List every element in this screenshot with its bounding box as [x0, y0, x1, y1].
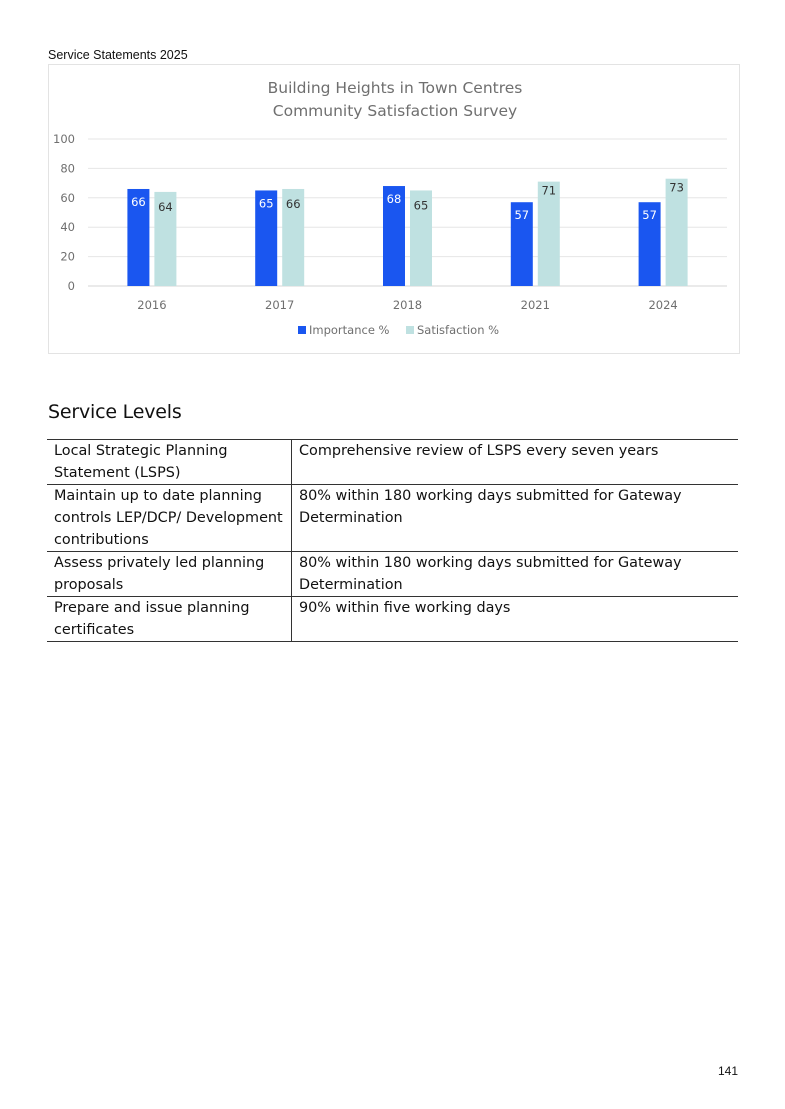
data-label: 57 — [642, 208, 657, 223]
legend-label: Importance % — [309, 323, 390, 337]
service-item-cell: Prepare and issue planning certificates — [47, 597, 292, 642]
x-tick-label: 2021 — [520, 298, 550, 312]
legend-swatch — [406, 326, 414, 334]
legend-label: Satisfaction % — [417, 323, 500, 337]
y-tick-label: 0 — [67, 279, 75, 293]
y-tick-label: 100 — [53, 132, 75, 146]
x-tick-label: 2017 — [265, 298, 295, 312]
data-label: 65 — [258, 196, 274, 211]
data-label: 64 — [158, 199, 173, 214]
bar-chart — [49, 65, 741, 355]
service-item-cell: Assess privately led planning proposals — [47, 552, 292, 597]
data-label: 73 — [669, 180, 684, 195]
page-header: Service Statements 2025 — [48, 48, 188, 62]
service-level-cell: 80% within 180 working days submitted for Gateway Determination — [292, 485, 739, 552]
service-item-cell: Maintain up to date planning controls LEP/DCP/ Development contributions — [47, 485, 292, 552]
chart-title-line: Community Satisfaction Survey — [272, 102, 518, 120]
page-number: 141 — [717, 1064, 738, 1078]
section-title-service-levels: Service Levels — [48, 401, 182, 423]
x-tick-label: 2018 — [392, 298, 423, 312]
service-level-cell: Comprehensive review of LSPS every seven years — [292, 440, 739, 485]
x-tick-label: 2016 — [137, 298, 167, 312]
data-label: 65 — [413, 198, 429, 213]
data-label: 71 — [541, 183, 557, 198]
data-label: 68 — [386, 192, 402, 207]
data-label: 66 — [131, 194, 146, 209]
service-level-cell: 80% within 180 working days submitted for Gateway Determination — [292, 552, 739, 597]
x-tick-label: 2024 — [648, 298, 678, 312]
service-item-cell: Local Strategic Planning Statement (LSPS) — [47, 440, 292, 485]
chart-container — [48, 64, 740, 354]
legend-swatch — [298, 326, 306, 334]
y-tick-label: 40 — [60, 220, 75, 235]
service-level-cell: 90% within five working days — [292, 597, 739, 642]
y-tick-label: 60 — [60, 190, 75, 205]
table-row — [47, 597, 738, 642]
y-tick-label: 20 — [60, 249, 75, 264]
data-label: 66 — [285, 196, 301, 211]
service-levels-table — [47, 439, 738, 642]
y-tick-label: 80 — [60, 161, 75, 176]
chart-title-line: Building Heights in Town Centres — [267, 79, 523, 97]
table-row — [47, 552, 738, 597]
data-label: 57 — [514, 208, 530, 223]
table-row — [47, 440, 738, 485]
bar-satisfaction — [666, 179, 688, 286]
table-row — [47, 485, 738, 552]
